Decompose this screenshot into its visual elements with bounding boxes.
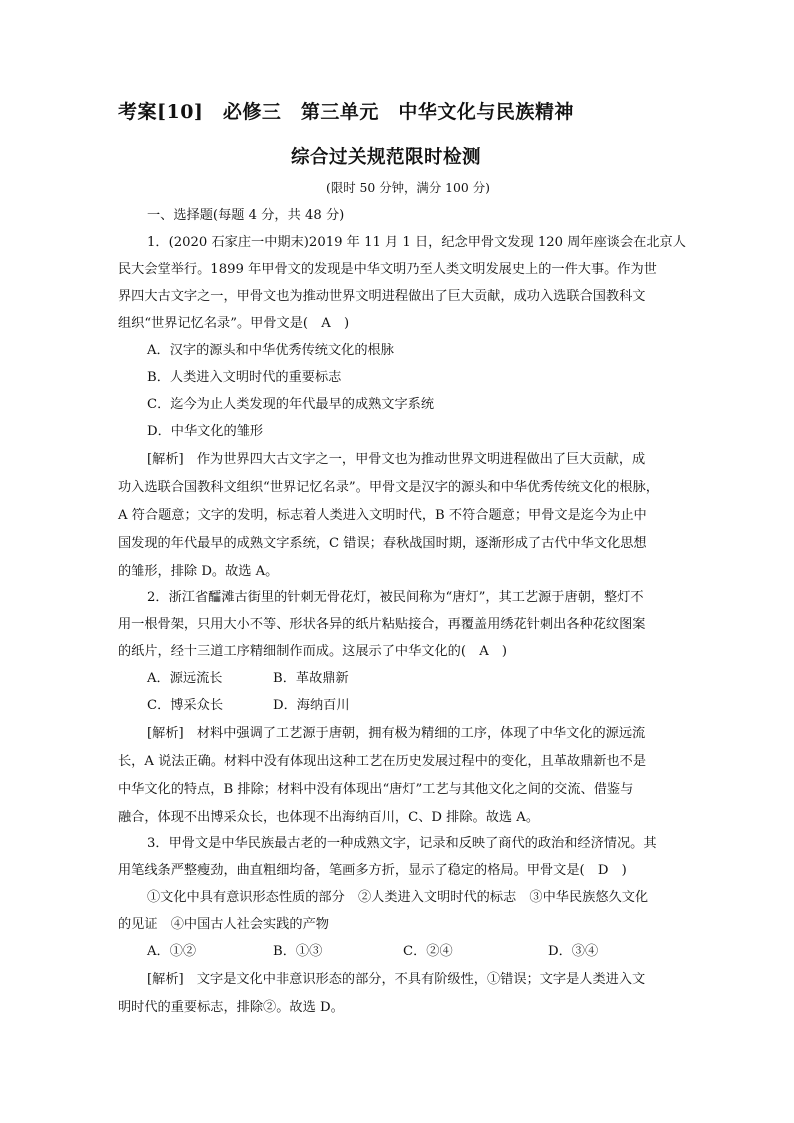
q3-option-d: D．③④ <box>548 944 599 959</box>
q2-option-b: B．革故鼎新 <box>273 671 349 686</box>
q2-analysis-2: 长，A 说法正确。材料中没有体现出这种工艺在历史发展过程中的变化，且革故鼎新也不是 <box>118 754 647 769</box>
q1-line-2: 民大会堂举行。1899 年甲骨文的发现是中华文明乃至人类文明发展史上的一件大事。作为世 <box>118 262 657 277</box>
section-heading: 一、选择题(每题 4 分，共 48 分) <box>147 208 345 223</box>
q1-analysis-4: 国发现的年代最早的成熟文字系统，C 错误；春秋战国时期，逐渐形成了古代中华文化思想 <box>118 536 647 551</box>
q3-analysis-2: 明时代的重要标志，排除②。故选 D。 <box>118 1000 344 1015</box>
q3-line-2: 用笔线条严整瘦劲，曲直粗细均备，笔画多方折，显示了稳定的格局。甲骨文是( D ) <box>118 863 627 878</box>
q3-option-a: A．①② <box>147 944 197 959</box>
q1-line-4: 组织“世界记忆名录”。甲骨文是( A ) <box>118 316 350 331</box>
q1-line-3: 界四大古文字之一，甲骨文也为推动世界文明进程做出了巨大贡献，成功入选联合国教科文 <box>118 289 646 304</box>
q2-line-2: 用一根骨架，只用大小不等、形状各异的纸片粘贴接合，再覆盖用绣花针刺出各种花纹图案 <box>118 617 646 632</box>
q3-analysis-1: [解析] 文字是文化中非意识形态的部分，不具有阶级性，①错误；文字是人类进入文 <box>147 972 646 987</box>
q1-analysis-3: A 符合题意；文字的发明，标志着人类进入文明时代，B 不符合题意；甲骨文是迄今为止中 <box>118 508 647 523</box>
q2-option-d: D．海纳百川 <box>273 698 350 713</box>
q3-line-1: 3．甲骨文是中华民族最古老的一种成熟文字，记录和反映了商代的政治和经济情况。其 <box>147 836 657 851</box>
page-subtitle: 综合过关规范限时检测 <box>291 147 482 168</box>
q3-statements-2: 的见证 ④中国古人社会实践的产物 <box>118 917 329 932</box>
q1-option-d: D．中华文化的雏形 <box>147 424 264 439</box>
q2-option-a: A．源远流长 <box>147 671 223 686</box>
q1-option-a: A．汉字的源头和中华优秀传统文化的根脉 <box>147 343 394 358</box>
q2-analysis-1: [解析] 材料中强调了工艺源于唐朝，拥有极为精细的工序，体现了中华文化的源远流 <box>147 726 646 741</box>
q2-line-3: 的纸片，经十三道工序精细制作而成。这展示了中华文化的( A ) <box>118 644 508 659</box>
q1-option-b: B．人类进入文明时代的重要标志 <box>147 370 342 385</box>
q2-analysis-4: 融合，体现不出博采众长，也体现不出海纳百川，C、D 排除。故选 A。 <box>118 810 540 825</box>
q1-analysis-5: 的雏形，排除 D。故选 A。 <box>118 564 279 579</box>
q2-option-c: C．博采众长 <box>147 698 224 713</box>
q3-statements-1: ①文化中具有意识形态性质的部分 ②人类进入文明时代的标志 ③中华民族悠久文化 <box>147 890 649 905</box>
q1-line-1: 1．(2020 石家庄一中期末)2019 年 11 月 1 日，纪念甲骨文发现 120 周年座谈会在北京人 <box>147 235 686 250</box>
time-limit-note: (限时 50 分钟，满分 100 分) <box>326 180 490 195</box>
q2-analysis-3: 中华文化的特点，B 排除；材料中没有体现出“唐灯”工艺与其他文化之间的交流、借鉴与 <box>118 782 634 797</box>
q3-option-b: B．①③ <box>273 944 323 959</box>
q1-analysis-1: [解析] 作为世界四大古文字之一，甲骨文也为推动世界文明进程做出了巨大贡献，成 <box>147 452 646 467</box>
q1-option-c: C．迄今为止人类发现的年代最早的成熟文字系统 <box>147 397 435 412</box>
q2-line-1: 2．浙江省醽滩古街里的针刺无骨花灯，被民间称为“唐灯”，其工艺源于唐朝，整灯不 <box>147 590 644 605</box>
q3-option-c: C．②④ <box>403 944 453 959</box>
q1-analysis-2: 功入选联合国教科文组织“世界记忆名录”。甲骨文是汉字的源头和中华优秀传统文化的根脉， <box>118 480 659 495</box>
page-title: 考案[10] 必修三 第三单元 中华文化与民族精神 <box>118 101 574 123</box>
